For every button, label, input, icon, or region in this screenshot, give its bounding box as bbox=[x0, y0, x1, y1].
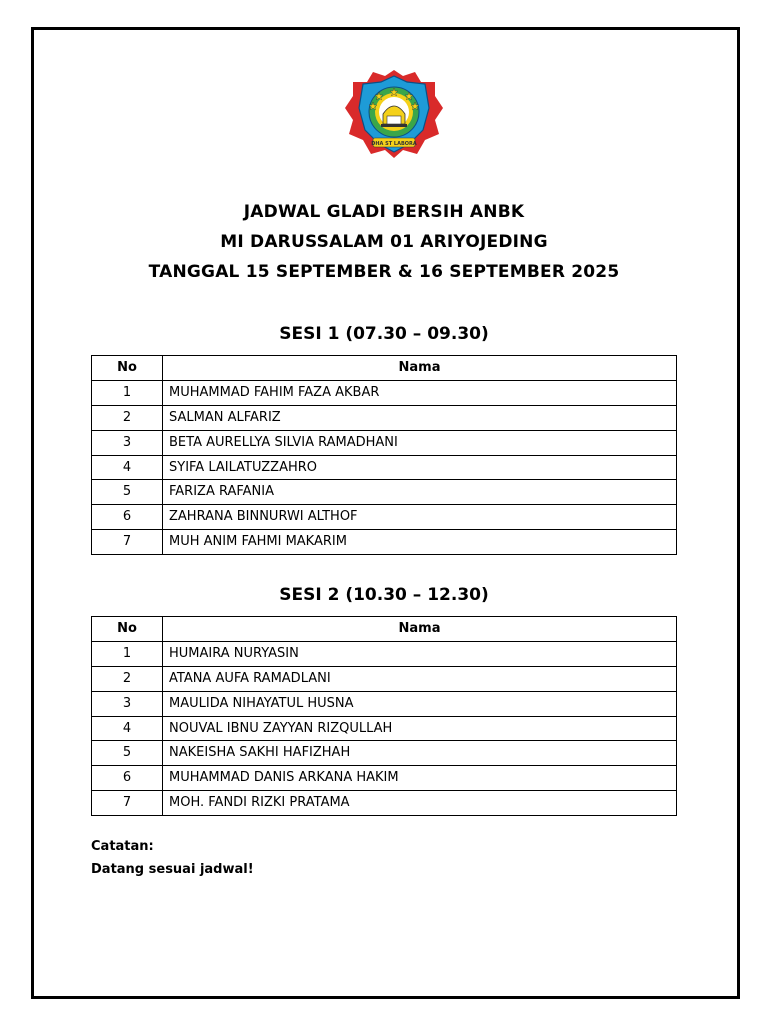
student-name: SALMAN ALFARIZ bbox=[163, 405, 677, 430]
student-name: MOH. FANDI RIZKI PRATAMA bbox=[163, 791, 677, 816]
session-1-table bbox=[91, 355, 677, 555]
table-row bbox=[92, 405, 677, 430]
table-row bbox=[92, 505, 677, 530]
table-header-row bbox=[92, 617, 677, 642]
row-number: 2 bbox=[92, 405, 163, 430]
school-logo bbox=[343, 68, 445, 160]
header-title-line1: JADWAL GLADI BERSIH ANBK bbox=[243, 202, 525, 222]
session-2-table bbox=[91, 616, 677, 816]
student-name: MUHAMMAD FAHIM FAZA AKBAR bbox=[163, 380, 677, 405]
row-number: 1 bbox=[92, 380, 163, 405]
student-name: HUMAIRA NURYASIN bbox=[163, 641, 677, 666]
header-title-line2: MI DARUSSALAM 01 ARIYOJEDING bbox=[220, 232, 548, 252]
student-name: ATANA AUFA RAMADLANI bbox=[163, 666, 677, 691]
logo-badge-text: DHA ST LABORA bbox=[371, 141, 417, 147]
table-row bbox=[92, 791, 677, 816]
notes-text: Datang sesuai jadwal! bbox=[91, 862, 254, 877]
student-name: SYIFA LAILATUZZAHRO bbox=[163, 455, 677, 480]
row-number: 5 bbox=[92, 480, 163, 505]
student-name: MUHAMMAD DANIS ARKANA HAKIM bbox=[163, 766, 677, 791]
row-number: 3 bbox=[92, 691, 163, 716]
session-1-title: SESI 1 (07.30 – 09.30) bbox=[279, 324, 489, 344]
column-header-no: No bbox=[92, 356, 163, 381]
table-header-row bbox=[92, 356, 677, 381]
student-name: MUH ANIM FAHMI MAKARIM bbox=[163, 530, 677, 555]
row-number: 2 bbox=[92, 666, 163, 691]
table-row bbox=[92, 380, 677, 405]
column-header-no: No bbox=[92, 617, 163, 642]
row-number: 7 bbox=[92, 530, 163, 555]
table-row bbox=[92, 480, 677, 505]
row-number: 4 bbox=[92, 455, 163, 480]
table-row bbox=[92, 741, 677, 766]
header-title-line3: TANGGAL 15 SEPTEMBER & 16 SEPTEMBER 2025 bbox=[148, 262, 620, 282]
table-row bbox=[92, 766, 677, 791]
student-name: NOUVAL IBNU ZAYYAN RIZQULLAH bbox=[163, 716, 677, 741]
table-row bbox=[92, 430, 677, 455]
row-number: 4 bbox=[92, 716, 163, 741]
student-name: ZAHRANA BINNURWI ALTHOF bbox=[163, 505, 677, 530]
row-number: 7 bbox=[92, 791, 163, 816]
table-row bbox=[92, 666, 677, 691]
student-name: FARIZA RAFANIA bbox=[163, 480, 677, 505]
row-number: 1 bbox=[92, 641, 163, 666]
session-2-title: SESI 2 (10.30 – 12.30) bbox=[279, 585, 489, 605]
table-row bbox=[92, 691, 677, 716]
student-name: MAULIDA NIHAYATUL HUSNA bbox=[163, 691, 677, 716]
row-number: 5 bbox=[92, 741, 163, 766]
table-row bbox=[92, 455, 677, 480]
column-header-nama: Nama bbox=[163, 356, 677, 381]
row-number: 6 bbox=[92, 505, 163, 530]
row-number: 6 bbox=[92, 766, 163, 791]
notes-label: Catatan: bbox=[91, 839, 154, 854]
student-name: BETA AURELLYA SILVIA RAMADHANI bbox=[163, 430, 677, 455]
table-row bbox=[92, 716, 677, 741]
column-header-nama: Nama bbox=[163, 617, 677, 642]
table-row bbox=[92, 641, 677, 666]
student-name: NAKEISHA SAKHI HAFIZHAH bbox=[163, 741, 677, 766]
row-number: 3 bbox=[92, 430, 163, 455]
table-row bbox=[92, 530, 677, 555]
